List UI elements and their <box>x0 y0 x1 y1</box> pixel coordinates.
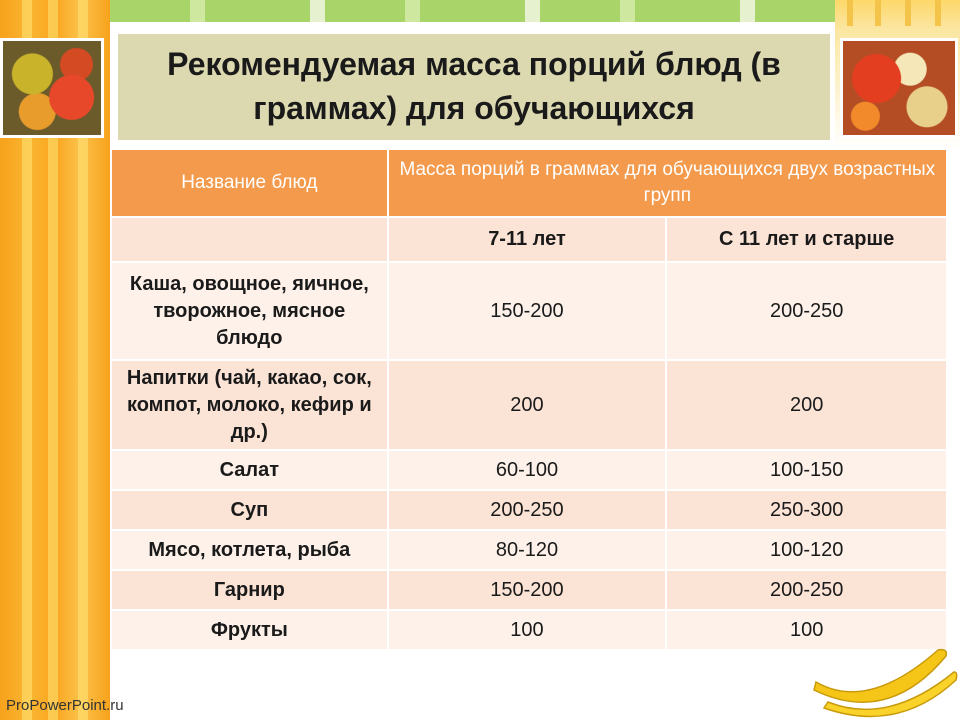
table-row <box>111 530 947 570</box>
portion-11-plus: 200-250 <box>666 262 947 360</box>
portion-7-11: 60-100 <box>388 450 667 490</box>
portion-11-plus: 100 <box>666 610 947 650</box>
portion-7-11: 200-250 <box>388 490 667 530</box>
portions-table <box>110 148 948 651</box>
subheader-empty <box>111 217 388 262</box>
title-box <box>118 34 830 140</box>
table-row <box>111 262 947 360</box>
top-decorative-stripes <box>110 0 835 26</box>
portion-11-plus: 250-300 <box>666 490 947 530</box>
fruit-photo-left <box>0 38 104 138</box>
dish-name: Гарнир <box>111 570 388 610</box>
subheader-age-7-11: 7-11 лет <box>388 217 667 262</box>
portion-11-plus: 200-250 <box>666 570 947 610</box>
header-dish-name: Название блюд <box>111 149 388 217</box>
portion-11-plus: 100-120 <box>666 530 947 570</box>
table-subheader-row <box>111 217 947 262</box>
table-row <box>111 490 947 530</box>
dish-name: Каша, овощное, яичное, творожное, мясное блюдо <box>111 262 388 360</box>
page-title: Рекомендуемая масса порций блюд (в граммах) для обучающихся <box>167 46 781 126</box>
portion-11-plus: 200 <box>666 360 947 450</box>
table-row <box>111 450 947 490</box>
header-portion-mass: Масса порций в граммах для обучающихся двух возрастных групп <box>388 149 947 217</box>
dish-name: Суп <box>111 490 388 530</box>
table-header-row <box>111 149 947 217</box>
table-row <box>111 360 947 450</box>
portion-7-11: 150-200 <box>388 262 667 360</box>
dish-name: Мясо, котлета, рыба <box>111 530 388 570</box>
subheader-age-11-plus: С 11 лет и старше <box>666 217 947 262</box>
dish-name: Фрукты <box>111 610 388 650</box>
portion-11-plus: 100-150 <box>666 450 947 490</box>
footer-watermark: ProPowerPoint.ru <box>6 697 124 714</box>
dish-name: Салат <box>111 450 388 490</box>
table-row <box>111 570 947 610</box>
portion-7-11: 80-120 <box>388 530 667 570</box>
portion-7-11: 100 <box>388 610 667 650</box>
portion-7-11: 200 <box>388 360 667 450</box>
dish-name: Напитки (чай, какао, сок, компот, молоко, кефир и др.) <box>111 360 388 450</box>
banana-image <box>808 642 958 720</box>
portion-7-11: 150-200 <box>388 570 667 610</box>
fruit-photo-right <box>840 38 958 138</box>
